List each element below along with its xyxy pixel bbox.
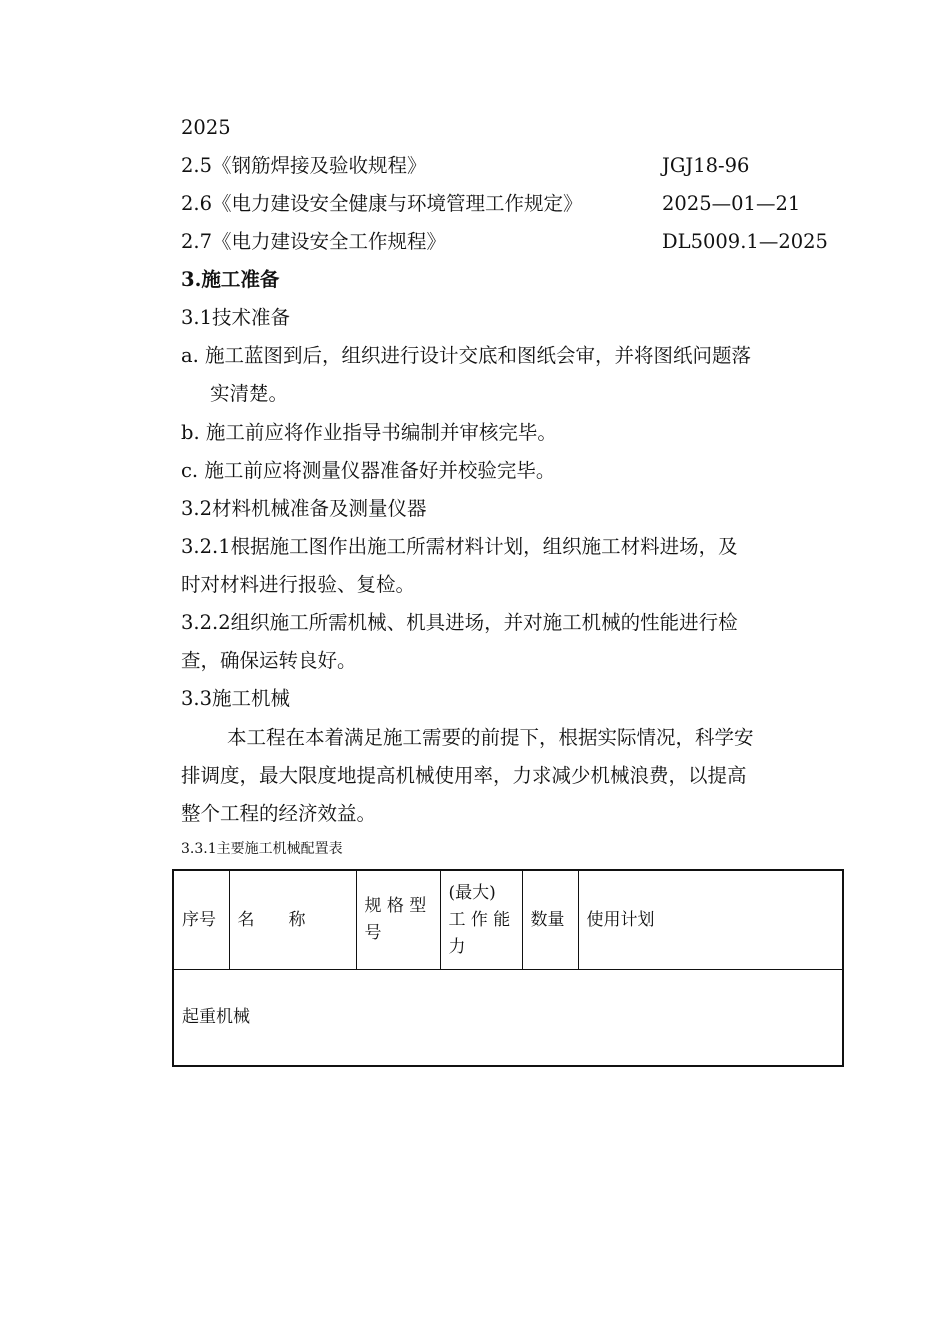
subsection-heading: 3.1技术准备: [181, 306, 291, 329]
header-cell-plan: 使用计划: [578, 870, 843, 970]
group-label-cell: 起重机械: [173, 970, 843, 1067]
header-cell-capacity: (最大) 工 作 能 力: [440, 870, 522, 970]
paragraph-line: 本工程在本着满足施工需要的前提下，根据实际情况，科学安: [227, 726, 754, 749]
table-caption: 3.3.1主要施工机械配置表: [181, 841, 343, 857]
reference-code: DL5009.1—2025: [662, 230, 828, 253]
reference-code: JGJ18-96: [662, 154, 750, 177]
table-header-row: [173, 870, 843, 970]
reference-code: 2025—01—21: [662, 192, 801, 215]
list-item: a. 施工蓝图到后，组织进行设计交底和图纸会审，并将图纸问题落: [181, 344, 752, 367]
list-item-continuation: 实清楚。: [210, 382, 289, 405]
paragraph-line: 时对材料进行报验、复检。: [181, 573, 416, 596]
table-row: [173, 970, 843, 1067]
paragraph-line: 排调度，最大限度地提高机械使用率，力求减少机械浪费，以提高: [181, 764, 747, 787]
paragraph-line: 整个工程的经济效益。: [181, 802, 377, 825]
header-cell-name: 名 称: [229, 870, 356, 970]
section-heading: 3.施工准备: [181, 268, 280, 291]
reference-title: 2.6《电力建设安全健康与环境管理工作规定》: [181, 192, 583, 215]
header-cell-seq: 序号: [173, 870, 229, 970]
reference-title: 2.7《电力建设安全工作规程》: [181, 230, 447, 253]
list-item: b. 施工前应将作业指导书编制并审核完毕。: [181, 421, 557, 444]
paragraph-line: 3.2.2组织施工所需机械、机具进场，并对施工机械的性能进行检: [181, 611, 738, 634]
subsection-heading: 3.3施工机械: [181, 687, 291, 710]
list-item: c. 施工前应将测量仪器准备好并校验完毕。: [181, 459, 556, 482]
reference-title: 2.5《钢筋焊接及验收规程》: [181, 154, 427, 177]
paragraph-line: 查，确保运转良好。: [181, 649, 357, 672]
header-cell-qty: 数量: [522, 870, 578, 970]
text-line: 2025: [181, 116, 231, 139]
machinery-table: [172, 869, 844, 1067]
subsection-heading: 3.2材料机械准备及测量仪器: [181, 497, 427, 520]
header-cell-spec: 规 格 型 号: [356, 870, 440, 970]
paragraph-line: 3.2.1根据施工图作出施工所需材料计划，组织施工材料进场，及: [181, 535, 738, 558]
